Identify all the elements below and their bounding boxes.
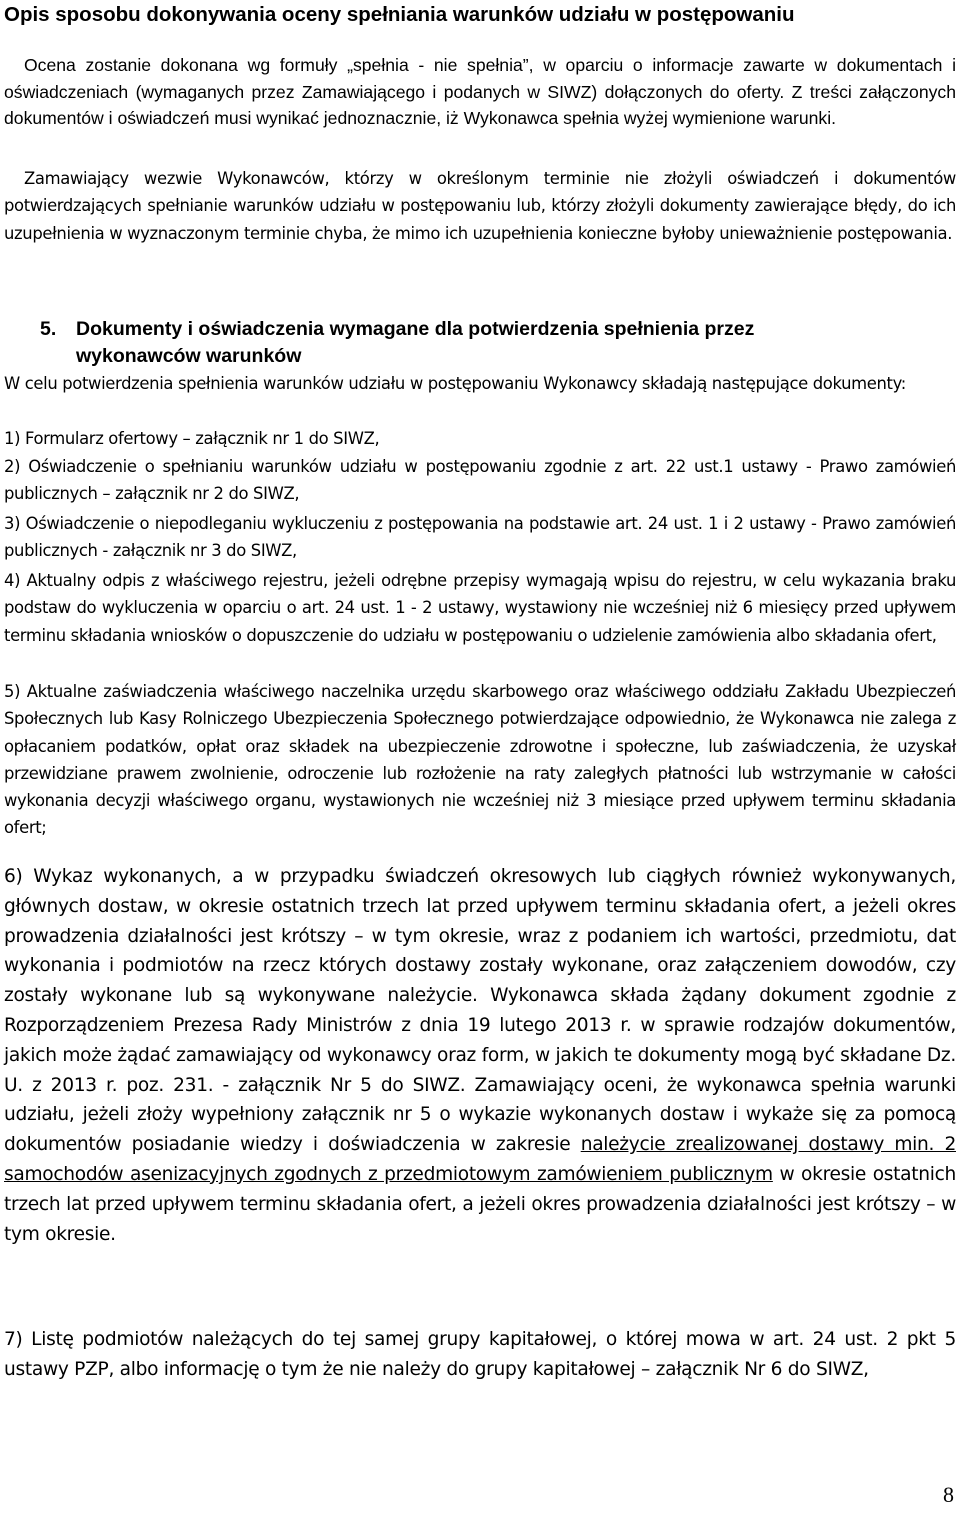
list-item-5: 5) Aktualne zaświadczenia właściwego naczelnika urzędu skarbowego oraz właściwego oddziału Zakładu Ubezpieczeń Społecznych lub Kasy Rolniczego Ubezpieczenia Społecznego potwierdzające odpowiednio, że Wykonawca nie zalega z opłacaniem podatków, opłat oraz składek na ubezpieczenie zdrowotne i społeczne, lub zaświadczenia, że uzyskał przewidziane prawem zwolnienie, odroczenie lub rozłożenie na raty zaległych płatności lub wstrzymanie w całości wykonania decyzji właściwego organu, wystawionych nie wcześniej niż 3 miesiące przed upływem terminu składania ofert; [4, 682, 956, 838]
page-heading: Opis sposobu dokonywania oceny spełniania warunków udziału w postępowaniu [4, 3, 795, 26]
section-title-line-2: wykonawców warunków [76, 345, 302, 367]
intro-paragraph-1 [4, 52, 956, 132]
intro-text-1b: Z treści załączonych dokumentów i oświadczeń musi wynikać jednoznacznie, iż Wykonawca spełnia wyżej wymienione warunki. [4, 81, 956, 129]
list-item-4: 4) Aktualny odpis z właściwego rejestru, jeżeli odrębne przepisy wymagają wpisu do rejestru, w celu wykazania braku podstaw do wykluczenia w oparciu o art. 24 ust. 1 - 2 ustawy, wystawiony nie wcześniej niż 6 miesięcy przed upływem terminu składania wniosków o dopuszczenie do udziału w postępowaniu o udzielenie zamówienia albo składania ofert, [4, 571, 956, 645]
item-6-text-b: w okresie ostatnich trzech lat przed upływem terminu składania ofert, a jeżeli okres prowadzenia działalności jest krótszy – w tym okresie. [4, 1163, 956, 1245]
item-6-underlined: należycie zrealizowanej dostawy min. 2 samochodów asenizacyjnych zgodnych z przedmiotowym zamówieniem publicznym [4, 1134, 956, 1185]
list-item-6 [4, 862, 956, 1249]
section-5-heading [40, 316, 920, 370]
section-number: 5. [40, 318, 57, 340]
section-title-line-1: Dokumenty i oświadczenia wymagane dla potwierdzenia spełnienia przez [76, 318, 755, 340]
list-item-2: 2) Oświadczenie o spełnianiu warunków udziału w postępowaniu zgodnie z art. 22 ust.1 ustawy - Prawo zamówień publicznych – załącznik nr 2 do SIWZ, [4, 457, 956, 504]
section-5-lead: W celu potwierdzenia spełnienia warunków udziału w postępowaniu Wykonawcy składają następujące dokumenty: [4, 374, 906, 393]
item-6-text-a: 6) Wykaz wykonanych, a w przypadku świadczeń okresowych lub ciągłych również wykonywanych, głównych dostaw, w okresie ostatnich trzech lat przed upływem terminu składania ofert, a jeżeli okres prowadzenia działalności jest krótszy – w tym okresie, wraz z podaniem ich wartości, przedmiotu, dat wykonania i podmiotów na rzecz których dostawy zostały wykonane, oraz załączeniem dowodów, czy zostały wykonane lub są wykonywane należycie. Wykonawca składa żądany dokument zgodnie z Rozporządzeniem Prezesa Rady Ministrów z dnia 19 lutego 2013 r. w sprawie rodzajów dokumentów, jakich może żądać zamawiający od wykonawcy oraz form, w jakich te dokumenty mogą być składane Dz. U. z 2013 r. poz. 231. - załącznik Nr 5 do SIWZ. Zamawiający oceni, że wykonawca spełnia warunki udziału, jeżeli złoży wypełniony załącznik nr 5 o wykazie wykonanych dostaw i wykaże się za pomocą dokumentów posiadanie wiedzy i doświadczenia w zakresie [4, 866, 956, 1156]
list-item-1: 1) Formularz ofertowy – załącznik nr 1 do SIWZ, [4, 429, 380, 448]
list-item-7: 7) Listę podmiotów należących do tej samej grupy kapitałowej, o której mowa w art. 24 ust. 2 pkt 5 ustawy PZP, albo informację o tym że nie należy do grupy kapitałowej – załącznik Nr 6 do SIWZ, [4, 1329, 956, 1380]
list-item-3: 3) Oświadczenie o niepodleganiu wykluczeniu z postępowania na podstawie art. 24 ust. 1 i 2 ustawy - Prawo zamówień publicznych - załącznik nr 3 do SIWZ, [4, 514, 956, 561]
intro-text-1a: Ocena zostanie dokonana wg formuły „spełnia - nie spełnia”, w oparciu o informacje zawarte w dokumentach i oświadczeniach (wymaganych przez Zamawiającego i podanych w SIWZ) dołączonych do oferty. [4, 55, 956, 102]
intro-paragraph-2: Zamawiający wezwie Wykonawców, którzy w określonym terminie nie złożyli oświadczeń i dokumentów potwierdzających spełnianie warunków udziału w postępowaniu lub, którzy złożyli dokumenty zawierające błędy, do ich uzupełnienia w wyznaczonym terminie chyba, że mimo ich uzupełnienia konieczne byłoby unieważnienie postępowania. [4, 169, 956, 243]
page-number: 8 [943, 1482, 954, 1507]
